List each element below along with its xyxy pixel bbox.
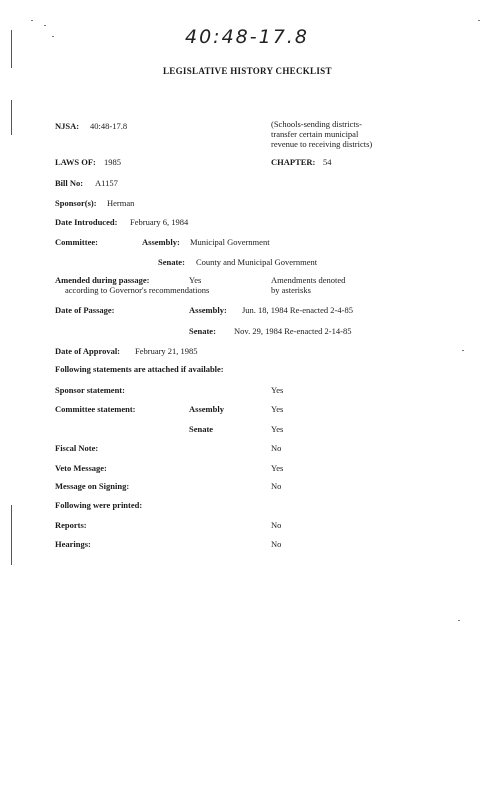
committee-assembly-label: Assembly: [142,237,180,247]
laws-of-label: LAWS OF: [55,157,96,167]
passage-assembly-value: Jun. 18, 1984 Re-enacted 2-4-85 [242,305,353,315]
njsa-value: 40:48-17.8 [90,121,128,131]
laws-of-value: 1985 [104,157,121,167]
amended-label: Amended during passage: [55,275,150,285]
veto-message-value: Yes [271,463,284,473]
sponsor-label: Sponsor(s): [55,198,97,208]
passage-senate-label: Senate: [189,326,216,336]
bill-no-value: A1157 [95,178,118,188]
committee-label: Committee: [55,237,98,247]
chapter-value: 54 [323,157,332,167]
veto-message-label: Veto Message: [55,463,107,473]
statements-heading: Following statements are attached if available: [55,364,224,374]
scan-margin-line [11,30,12,68]
page-title: LEGISLATIVE HISTORY CHECKLIST [163,66,332,76]
description-line: (Schools-sending districts- [271,119,362,129]
passage-assembly-label: Assembly: [189,305,227,315]
amended-value: Yes [189,275,202,285]
printed-heading: Following were printed: [55,500,143,510]
amendments-by-asterisks: by asterisks [271,285,311,295]
chapter-label: CHAPTER: [271,157,316,167]
date-introduced-label: Date Introduced: [55,217,118,227]
passage-label: Date of Passage: [55,305,115,315]
committee-senate-label: Senate: [158,257,185,267]
description-line: transfer certain municipal [271,129,359,139]
committee-statement-senate-value: Yes [271,424,284,434]
reports-value: No [271,520,282,530]
committee-statement-label: Committee statement: [55,404,136,414]
approval-value: February 21, 1985 [135,346,198,356]
reports-label: Reports: [55,520,87,530]
scan-speck [31,20,33,21]
hearings-value: No [271,539,282,549]
amendments-denoted: Amendments denoted [271,275,346,285]
committee-senate-value: County and Municipal Government [196,257,318,267]
scan-speck [458,620,460,621]
description-line: revenue to receiving districts) [271,139,373,149]
sponsor-statement-value: Yes [271,385,284,395]
scan-speck [462,350,464,351]
committee-statement-senate-label: Senate [189,424,214,434]
description [271,119,372,149]
sponsor-value: Herman [107,198,135,208]
scan-margin-line [11,100,12,135]
message-on-signing-label: Message on Signing: [55,481,130,491]
scan-margin-line [11,505,12,565]
sponsor-statement-label: Sponsor statement: [55,385,125,395]
date-introduced-value: February 6, 1984 [130,217,189,227]
bill-no-label: Bill No: [55,178,84,188]
approval-label: Date of Approval: [55,346,121,356]
fiscal-note-label: Fiscal Note: [55,443,99,453]
scan-speck [44,25,46,26]
scan-speck [52,36,54,37]
committee-statement-assembly-value: Yes [271,404,284,414]
passage-senate-value: Nov. 29, 1984 Re-enacted 2-14-85 [234,326,352,336]
committee-statement-assembly-label: Assembly [189,404,224,414]
fiscal-note-value: No [271,443,282,453]
hearings-label: Hearings: [55,539,91,549]
amended-note: according to Governor's recommendations [65,285,210,295]
scan-speck [478,20,480,21]
handwritten-statute-number: 40:48-17.8 [185,26,309,48]
njsa-label: NJSA: [55,121,80,131]
message-on-signing-value: No [271,481,282,491]
committee-assembly-value: Municipal Government [190,237,270,247]
